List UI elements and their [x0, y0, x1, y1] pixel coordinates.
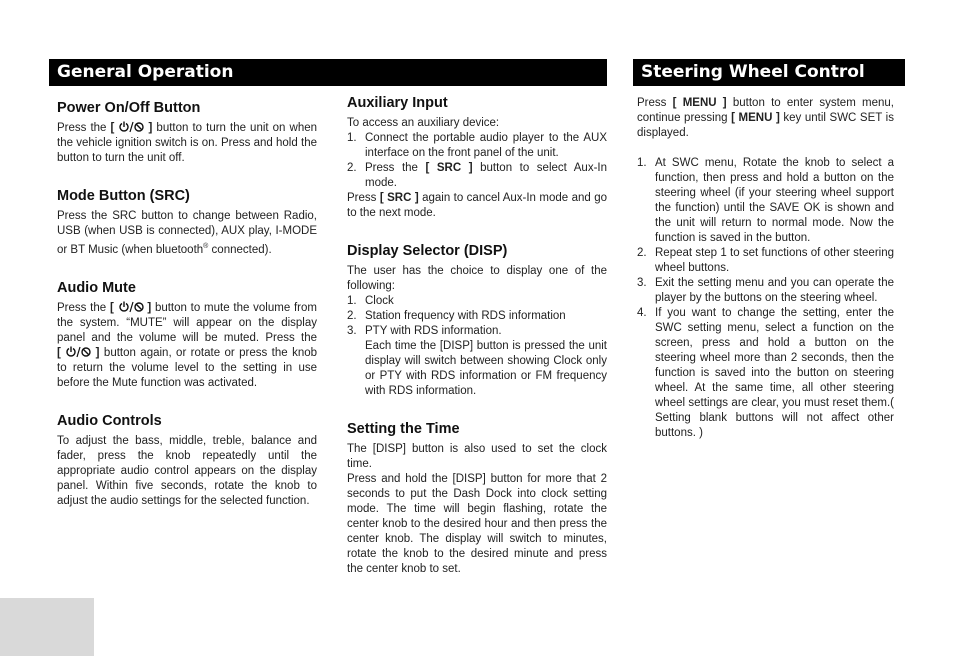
disp-list [347, 294, 607, 339]
swc-list [637, 156, 894, 441]
heading-power: Power On/Off Button [57, 100, 201, 116]
list-item: 1. At SWC menu, Rotate the knob to select a function, then press and hold a button on the steering wheel (if your steering wheel support the function) until the SAVE OK is shown and the unit will return to normal mode. Now the function is saved in the button. [637, 157, 894, 244]
disp-intro: The user has the choice to display one of the following: [347, 265, 607, 292]
heading-mute: Audio Mute [57, 279, 136, 296]
power-mute-icon: [ ] [57, 346, 100, 359]
aux-list [347, 131, 607, 191]
section-banner-general-operation: General Operation [49, 59, 607, 86]
list-item: 2. Press the [ SRC ] button to select Aux-In mode. [347, 162, 607, 189]
page-corner-tab [0, 598, 94, 656]
list-item: 2. Repeat step 1 to set functions of other steering wheel buttons. [637, 247, 894, 274]
list-item: 3. Exit the setting menu and you can operate the player by the buttons on the steering wheel. [637, 277, 894, 304]
mode-text: Press the SRC button to change between Radio, USB (when USB is connected), AUX play, I-MODE or BT Music (when bluetooth® connected). [57, 210, 317, 256]
section-aux [347, 95, 607, 221]
section-time [347, 421, 607, 577]
list-item: 1. Connect the portable audio player to the AUX interface on the front panel of the unit. [347, 132, 607, 159]
section-banner-steering-wheel-control: Steering Wheel Control [633, 59, 905, 86]
column-middle [347, 95, 607, 599]
power-mute-icon: [ ] [109, 301, 152, 314]
power-text: Press the [ ] button to turn the unit on when the vehicle ignition switch is on. Press and hold the button to turn the unit off. [57, 122, 318, 164]
power-mute-icon: [ ] [110, 122, 153, 134]
list-item: 1. Clock [347, 295, 394, 307]
swc-intro: Press [ MENU ] button to enter system menu, continue pressing [ MENU ] key until SWC SET is displayed. [637, 97, 894, 139]
disp-note: Each time the [DISP] button is pressed the unit display will switch between showing Clock only or PTY with RDS information or FM frequency with RDS information. [365, 340, 607, 397]
section-power [57, 100, 317, 166]
section-disp [347, 243, 607, 399]
section-mute [57, 280, 317, 391]
list-item: 2. Station frequency with RDS information [347, 310, 566, 322]
time-p1: The [DISP] button is also used to set the clock time. [347, 443, 607, 470]
list-item: 4. If you want to change the setting, enter the SWC setting menu, select a function on the screen, press and hold a button on the steering wheel more than 2 seconds, then the function is saved into the button on steering wheel. At the same time, all other steering wheel settings are clear, you must reset them.( Setting blank buttons will not affect other buttons. ) [637, 307, 894, 439]
list-item: 3. PTY with RDS information. [347, 325, 502, 337]
mute-text: Press the [ ] button to mute the volume from the system. “MUTE” will appear on the display panel and the volume will be muted. Press the [ ] button again, or rotate or press the knob to return the volume level to the setting in use before the Mute function was activated. [57, 301, 318, 389]
section-controls [57, 413, 317, 509]
aux-outro: Press [ SRC ] again to cancel Aux-In mode and go to the next mode. [347, 192, 607, 219]
column-right [637, 96, 894, 441]
aux-intro: To access an auxiliary device: [347, 117, 500, 129]
time-p2: Press and hold the [DISP] button for more that 2 seconds to put the Dash Dock into clock setting mode. The time will begin flashing, rotate the center knob to the desired hour and then press the center knob. The display will switch to minutes, rotate the knob to the desired minute and press the center knob to set. [347, 473, 607, 575]
section-mode [57, 188, 317, 258]
heading-time: Setting the Time [347, 421, 460, 437]
column-left [57, 100, 317, 531]
heading-mode: Mode Button (SRC) [57, 188, 190, 204]
heading-controls: Audio Controls [57, 412, 162, 429]
heading-disp: Display Selector (DISP) [347, 243, 508, 259]
heading-aux: Auxiliary Input [347, 95, 448, 111]
controls-text: To adjust the bass, middle, treble, balance and fader, press the knob repeatedly until the appropriate audio control appears on the display panel. Within five seconds, rotate the knob to adjust the audio settings for the selected function. [57, 434, 317, 507]
